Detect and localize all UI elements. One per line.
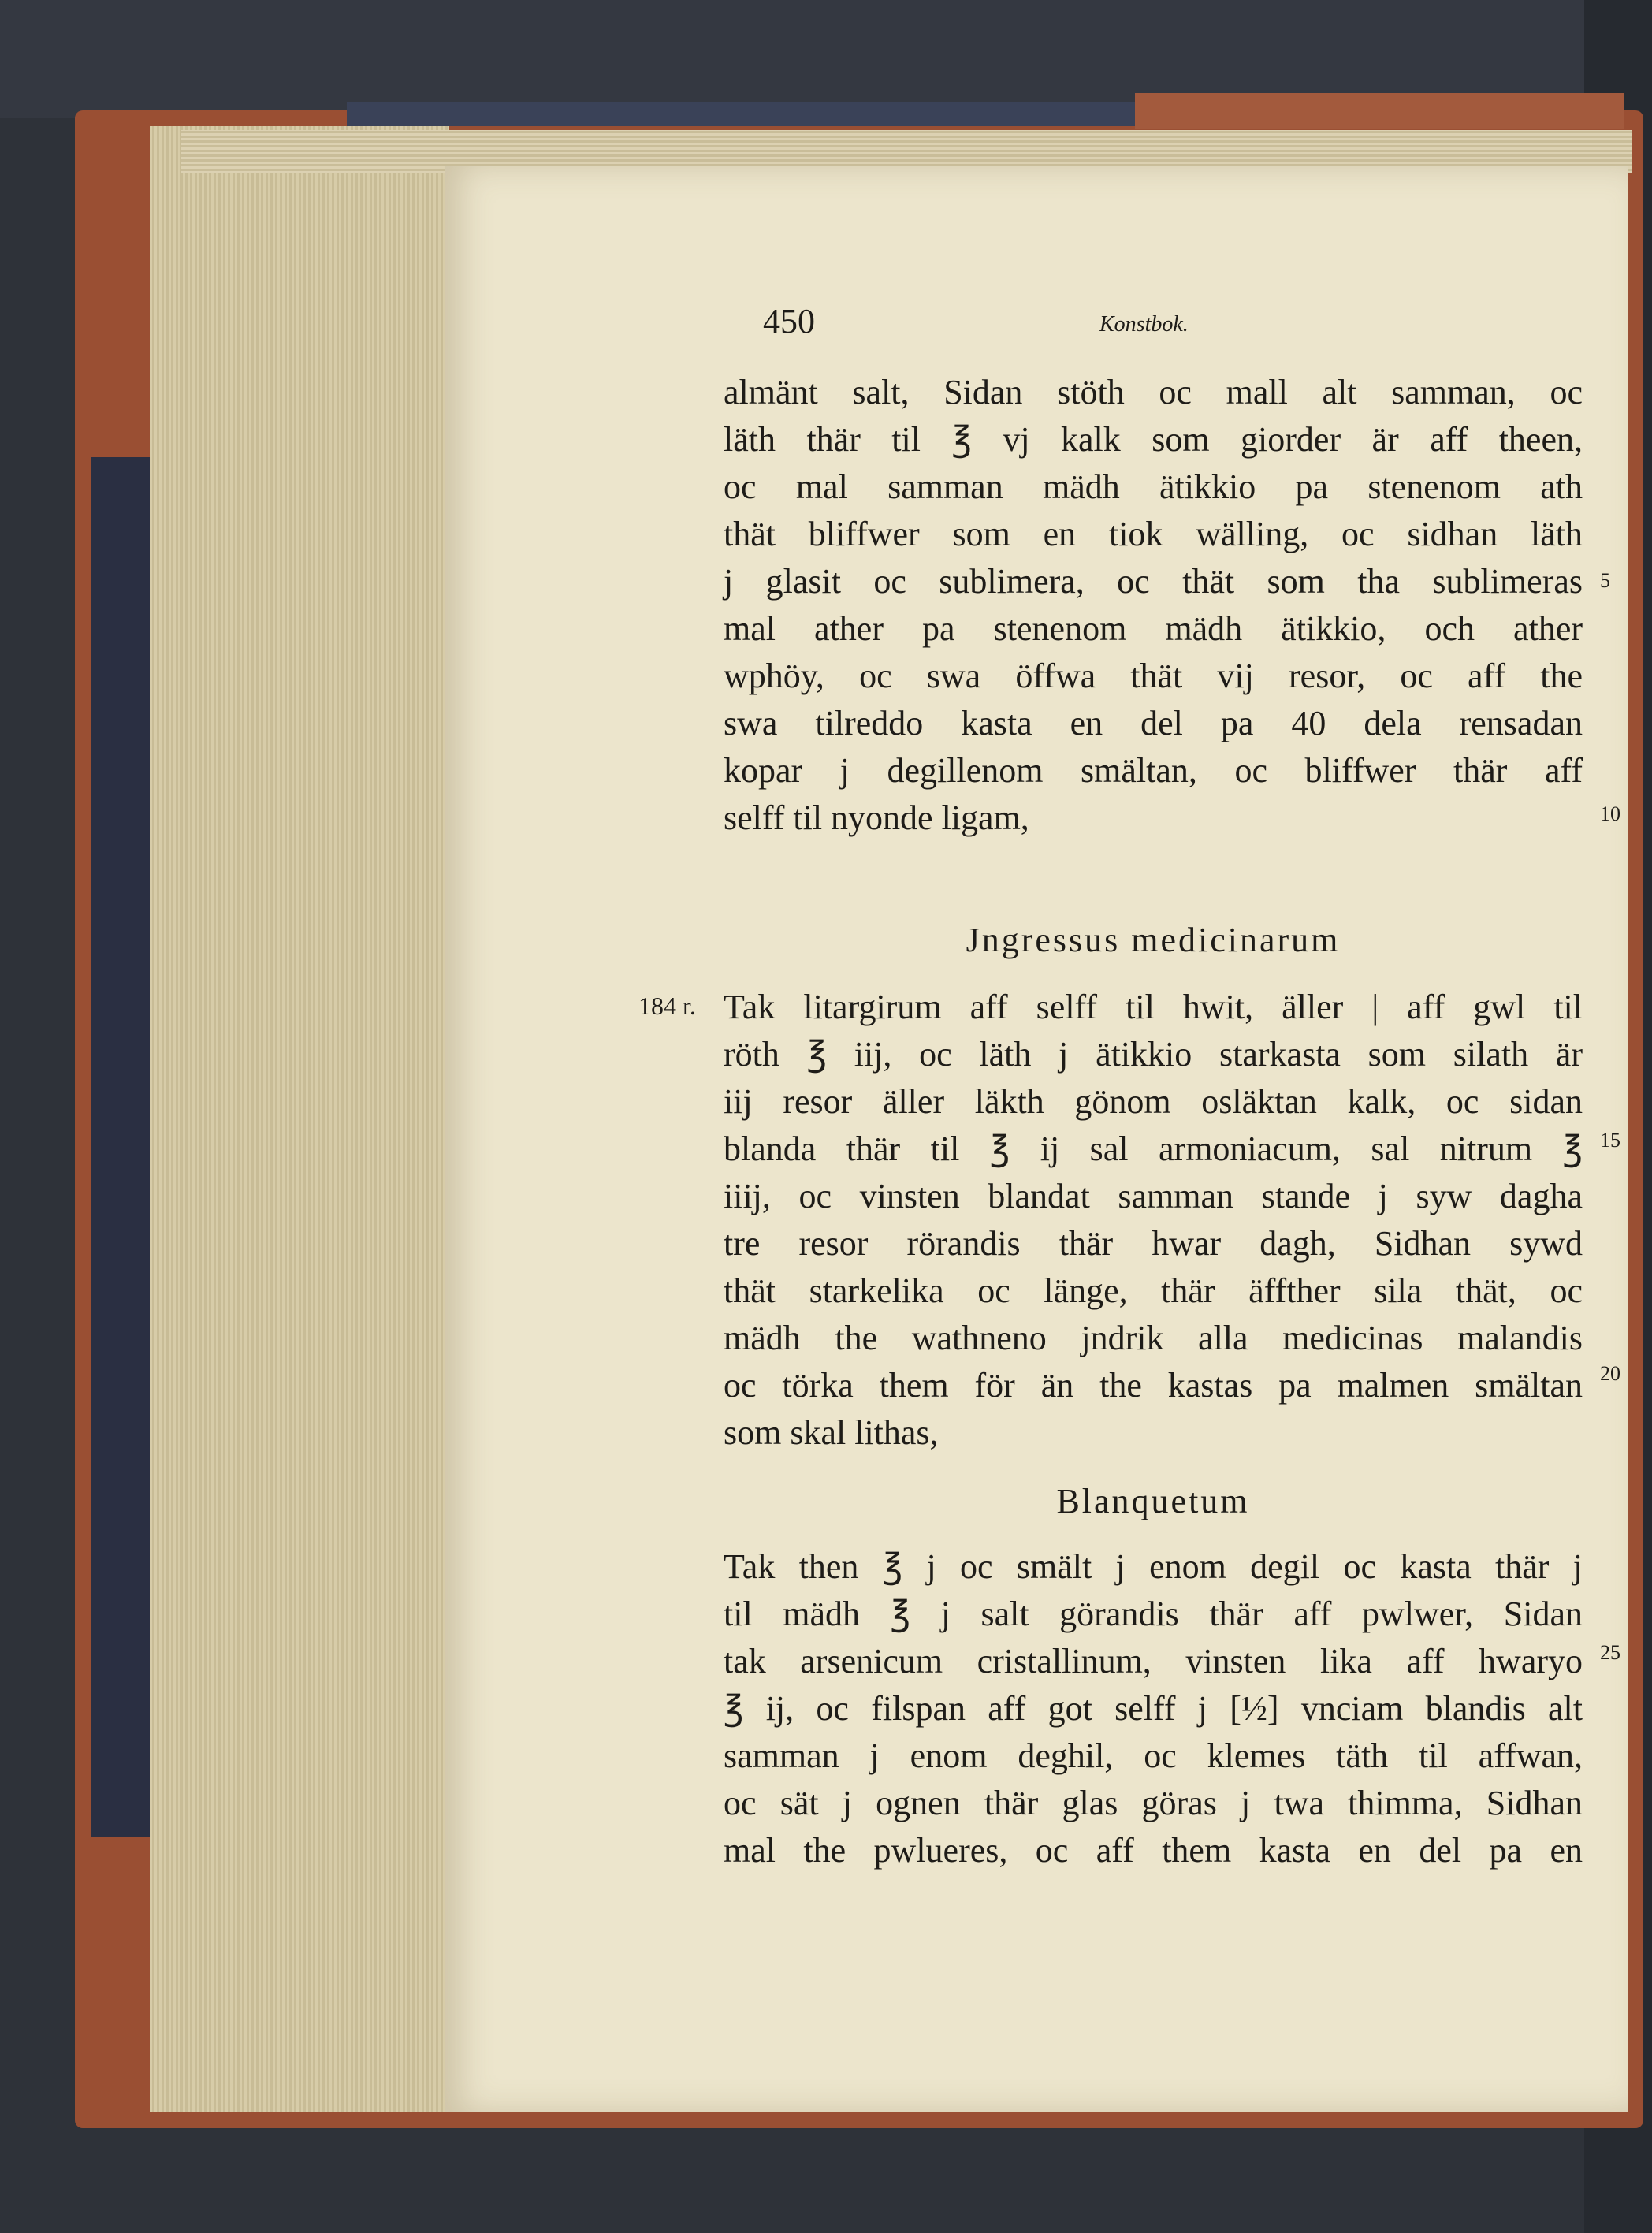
text-line: läth thär til ℥ vj kalk som giorder är aff theen, xyxy=(724,420,1583,459)
text-line: mal the pwlueres, oc aff them kasta en del pa en xyxy=(724,1831,1583,1870)
text-line: samman j enom deghil, oc klemes täth til affwan, xyxy=(724,1736,1583,1775)
text-line: oc törka them för än the kastas pa malmen smältan xyxy=(724,1366,1583,1405)
text-line: tak arsenicum cristallinum, vinsten lika aff hwaryo xyxy=(724,1642,1583,1680)
line-number: 5 xyxy=(1600,569,1610,592)
text-line: ℥ ij, oc filspan aff got selff j [½] vnciam blandis alt xyxy=(724,1689,1583,1728)
text-line: oc sät j ognen thär glas göras j twa thimma, Sidhan xyxy=(724,1784,1583,1822)
text-line: blanda thär til ℥ ij sal armoniacum, sal nitrum ℥ xyxy=(724,1130,1583,1168)
page-edges xyxy=(150,126,449,2112)
folio-reference: 184 r. xyxy=(638,992,696,1020)
line-number: 10 xyxy=(1600,802,1620,825)
text-line: swa tilreddo kasta en del pa 40 dela rensadan xyxy=(724,704,1583,742)
text-line: thät starkelika oc länge, thär äffther sila thät, oc xyxy=(724,1271,1583,1310)
text-line: som skal lithas, xyxy=(724,1413,939,1452)
cover-spine-strip xyxy=(347,102,1135,126)
text-line: wphöy, oc swa öffwa thät vij resor, oc aff the xyxy=(724,657,1583,695)
line-number: 15 xyxy=(1600,1129,1620,1152)
text-line: mädh the wathneno jndrik alla medicinas malandis xyxy=(724,1319,1583,1357)
text-line: tre resor rörandis thär hwar dagh, Sidhan sywd xyxy=(724,1224,1583,1263)
text-line: Tak then ℥ j oc smält j enom degil oc kasta thär j xyxy=(724,1547,1583,1586)
line-number: 25 xyxy=(1600,1641,1620,1664)
text-line: selff til nyonde ligam, xyxy=(724,798,1029,837)
text-line: Tak litargirum aff selff til hwit, äller | aff gwl til xyxy=(724,988,1583,1026)
text-line: iiij, oc vinsten blandat samman stande j syw dagha xyxy=(724,1177,1583,1215)
text-line: almänt salt, Sidan stöth oc mall alt samman, oc xyxy=(724,373,1583,411)
cover-corner-strip xyxy=(1135,93,1624,129)
page-number: 450 xyxy=(763,302,815,341)
line-number: 20 xyxy=(1600,1362,1620,1385)
running-title: Konstbok. xyxy=(1099,312,1189,337)
text-line: thät bliffwer som en tiok wälling, oc sidhan läth xyxy=(724,515,1583,553)
text-line: kopar j degillenom smältan, oc bliffwer thär aff xyxy=(724,751,1583,790)
section-heading: Blanquetum xyxy=(1056,1482,1250,1520)
text-line: til mädh ℥ j salt görandis thär aff pwlwer, Sidan xyxy=(724,1595,1583,1633)
section-heading: Jngressus medicinarum xyxy=(966,921,1341,959)
text-line: j glasit oc sublimera, oc thät som tha sublimeras xyxy=(724,562,1583,601)
text-line: mal ather pa stenenom mädh ätikkio, och ather xyxy=(724,609,1583,648)
text-line: röth ℥ iij, oc läth j ätikkio starkasta som silath är xyxy=(724,1035,1583,1074)
text-line: oc mal samman mädh ätikkio pa stenenom ath xyxy=(724,467,1583,506)
text-line: iij resor äller läkth gönom osläktan kalk, oc sidan xyxy=(724,1082,1583,1121)
